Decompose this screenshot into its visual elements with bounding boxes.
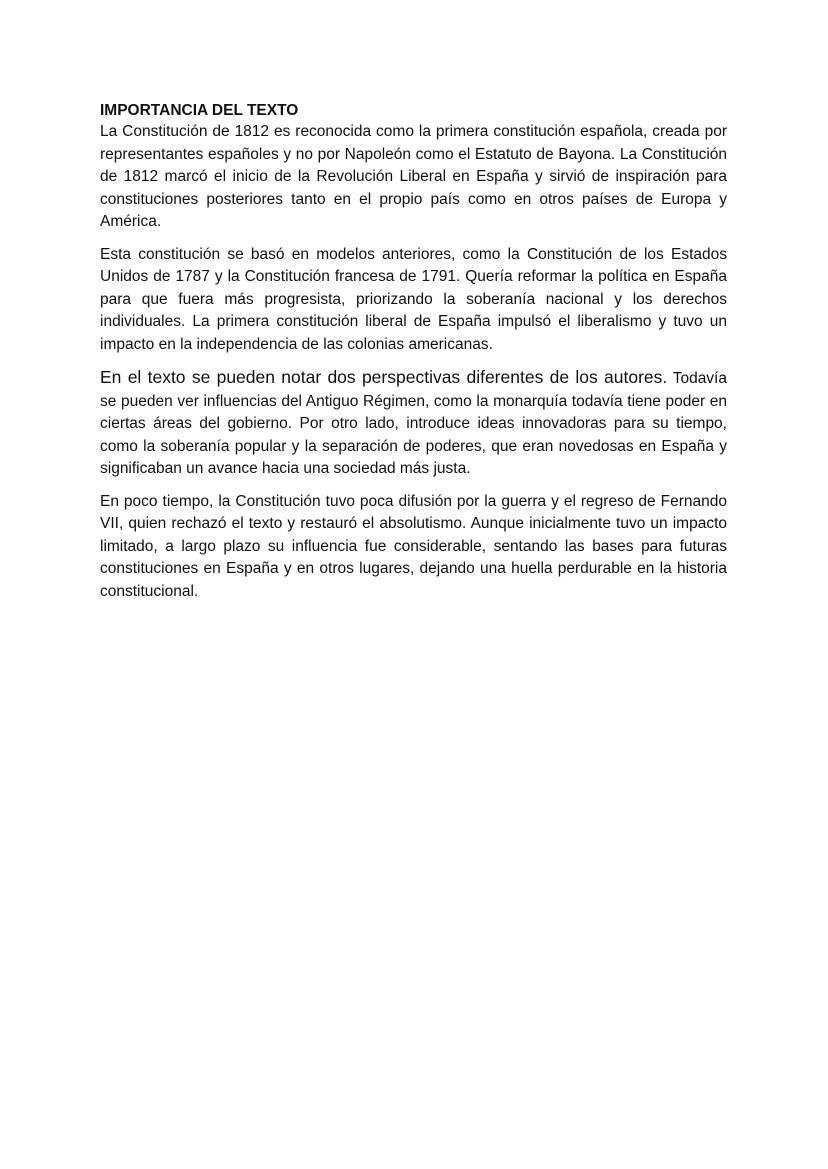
paragraph-4: En poco tiempo, la Constitución tuvo poca difusión por la guerra y el regreso de Fernando VII, quien rechazó el texto y restauró el absolutismo. Aunque inicialmente tuvo un impacto limitado, a largo plazo su influencia fue considerable, sentando las bases para futuras constituciones en España y en otros lugares, dejando una huella perdurable en la historia constitucional.: [100, 492, 727, 600]
paragraph-2: Esta constitución se basó en modelos anteriores, como la Constitución de los Estados Unidos de 1787 y la Constitución francesa de 1791. Quería reformar la política en España para que fuera más progresista, priorizando la soberanía nacional y los derechos individuales. La primera constitución liberal de España impulsó el liberalismo y tuvo un impacto en la independencia de las colonias americanas.: [100, 245, 727, 353]
document-page: [100, 100, 727, 613]
paragraph-1: La Constitución de 1812 es reconocida como la primera constitución española, creada por representantes españoles y no por Napoleón como el Estatuto de Bayona. La Constitución de 1812 marcó el inicio de la Revolución Liberal en España y sirvió de inspiración para constituciones posteriores tanto en el propio país como en otros países de Europa y América.: [100, 123, 727, 230]
paragraph-3: [100, 366, 727, 481]
paragraph-3-rest: Todavía se pueden ver influencias del Antiguo Régimen, como la monarquía todavía tiene poder en ciertas áreas del gobierno. Por otro lado, introduce ideas innovadoras para su tiempo, como la soberanía popular y la separación de poderes, que eran novedosas en España y significaban un avance hacia una sociedad más justa.: [100, 370, 727, 477]
paragraph-3-lead: En el texto se pueden notar dos perspectivas diferentes de los autores.: [100, 367, 668, 387]
section-heading: IMPORTANCIA DEL TEXTO: [100, 102, 299, 119]
